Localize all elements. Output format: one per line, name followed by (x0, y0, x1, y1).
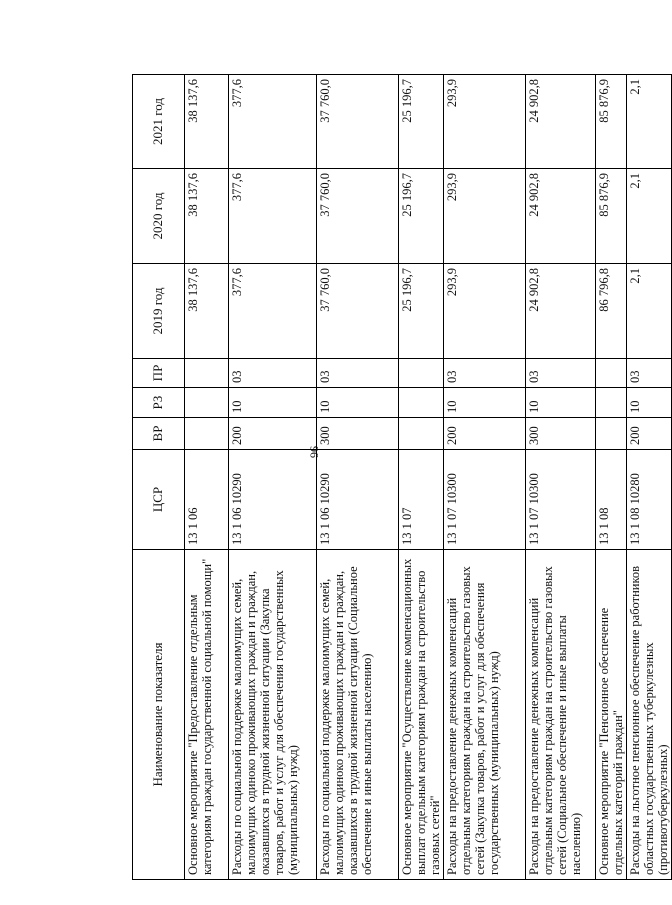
row-rz: 10 (627, 388, 672, 418)
row-vr (185, 418, 229, 450)
row-2021: 25 196,7 (399, 75, 444, 169)
row-2020: 38 137,6 (185, 169, 229, 264)
row-2019: 377,6 (229, 264, 317, 359)
row-vr: 200 (444, 418, 526, 450)
row-name: Основное мероприятие "Предоставление отдельным категориям граждан государственной социальной помощи" (185, 550, 229, 880)
row-name: Расходы по социальной поддержке малоимущих семей, малоимущих одиноко проживающих граждан и граждан, оказавшихся в трудной жизненной ситуации (Социальное обеспечение и иные выплаты населению) (317, 550, 399, 880)
row-csr: 13 1 08 10280 (627, 450, 672, 550)
row-2021: 377,6 (229, 75, 317, 169)
row-2019: 37 760,0 (317, 264, 399, 359)
row-2021: 293,9 (444, 75, 526, 169)
row-vr: 300 (526, 418, 596, 450)
page-number: 96 (307, 446, 322, 458)
header-csr: ЦСР (133, 450, 185, 550)
row-rz: 10 (444, 388, 526, 418)
row-rz: 10 (526, 388, 596, 418)
table-row (596, 75, 627, 880)
row-vr: 200 (627, 418, 672, 450)
row-pr (399, 359, 444, 388)
row-2020: 85 876,9 (596, 169, 627, 264)
row-rz: 10 (229, 388, 317, 418)
row-pr: 03 (444, 359, 526, 388)
table-row (627, 75, 672, 880)
header-rz: РЗ (133, 388, 185, 418)
header-vr: ВР (133, 418, 185, 450)
header-2020: 2020 год (133, 169, 185, 264)
row-2019: 86 796,8 (596, 264, 627, 359)
row-csr: 13 1 07 (399, 450, 444, 550)
row-rz: 10 (317, 388, 399, 418)
table-row (444, 75, 526, 880)
row-rz (399, 388, 444, 418)
row-csr: 13 1 07 10300 (444, 450, 526, 550)
header-pr: ПР (133, 359, 185, 388)
row-2021: 38 137,6 (185, 75, 229, 169)
row-csr: 13 1 07 10300 (526, 450, 596, 550)
row-vr (399, 418, 444, 450)
row-pr (596, 359, 627, 388)
row-name: Расходы на предоставление денежных компенсаций отдельным категориям граждан на строительство газовых сетей (Закупка товаров, работ и услуг для обеспечения государственных (муниципальных) нужд) (444, 550, 526, 880)
row-name: Основное мероприятие "Осуществление компенсационных выплат отдельным категориям граждан на строительство газовых сетей" (399, 550, 444, 880)
row-2019: 2,1 (627, 264, 672, 359)
table-row (526, 75, 596, 880)
row-csr: 13 1 06 10290 (317, 450, 399, 550)
row-2019: 25 196,7 (399, 264, 444, 359)
row-2021: 2,1 (627, 75, 672, 169)
row-2021: 24 902,8 (526, 75, 596, 169)
row-2021: 85 876,9 (596, 75, 627, 169)
table-row (185, 75, 229, 880)
row-csr: 13 1 06 (185, 450, 229, 550)
row-name: Основное мероприятие "Пенсионное обеспечение отдельных категорий граждан" (596, 550, 627, 880)
row-2020: 293,9 (444, 169, 526, 264)
row-csr: 13 1 06 10290 (229, 450, 317, 550)
row-2020: 25 196,7 (399, 169, 444, 264)
rotated-table-container (132, 75, 670, 880)
table-row (229, 75, 317, 880)
row-2020: 2,1 (627, 169, 672, 264)
row-name: Расходы по социальной поддержке малоимущих семей, малоимущих одиноко проживающих граждан и граждан, оказавшихся в трудной жизненной ситуации (Закупка товаров, работ и услуг для обеспечения государственных (муниципальных) нужд) (229, 550, 317, 880)
row-2021: 37 760,0 (317, 75, 399, 169)
row-csr: 13 1 08 (596, 450, 627, 550)
row-pr: 03 (229, 359, 317, 388)
row-name: Расходы на предоставление денежных компенсаций отдельным категориям граждан на строительство газовых сетей (Социальное обеспечение и иные выплаты населению) (526, 550, 596, 880)
header-name: Наименование показателя (133, 550, 185, 880)
table-row (317, 75, 399, 880)
row-2019: 293,9 (444, 264, 526, 359)
header-2021: 2021 год (133, 75, 185, 169)
row-pr: 03 (526, 359, 596, 388)
table-row (399, 75, 444, 880)
row-rz (596, 388, 627, 418)
row-2020: 37 760,0 (317, 169, 399, 264)
row-vr: 300 (317, 418, 399, 450)
row-2020: 24 902,8 (526, 169, 596, 264)
row-pr: 03 (317, 359, 399, 388)
header-2019: 2019 год (133, 264, 185, 359)
budget-table (132, 74, 672, 880)
row-vr: 200 (229, 418, 317, 450)
row-name: Расходы на льготное пенсионное обеспечение работников областных государственных туберкулезных (противотуберкулезных) (627, 550, 672, 880)
row-pr (185, 359, 229, 388)
row-2019: 38 137,6 (185, 264, 229, 359)
row-2020: 377,6 (229, 169, 317, 264)
row-2019: 24 902,8 (526, 264, 596, 359)
row-vr (596, 418, 627, 450)
table-header-row (133, 75, 185, 880)
row-pr: 03 (627, 359, 672, 388)
row-rz (185, 388, 229, 418)
